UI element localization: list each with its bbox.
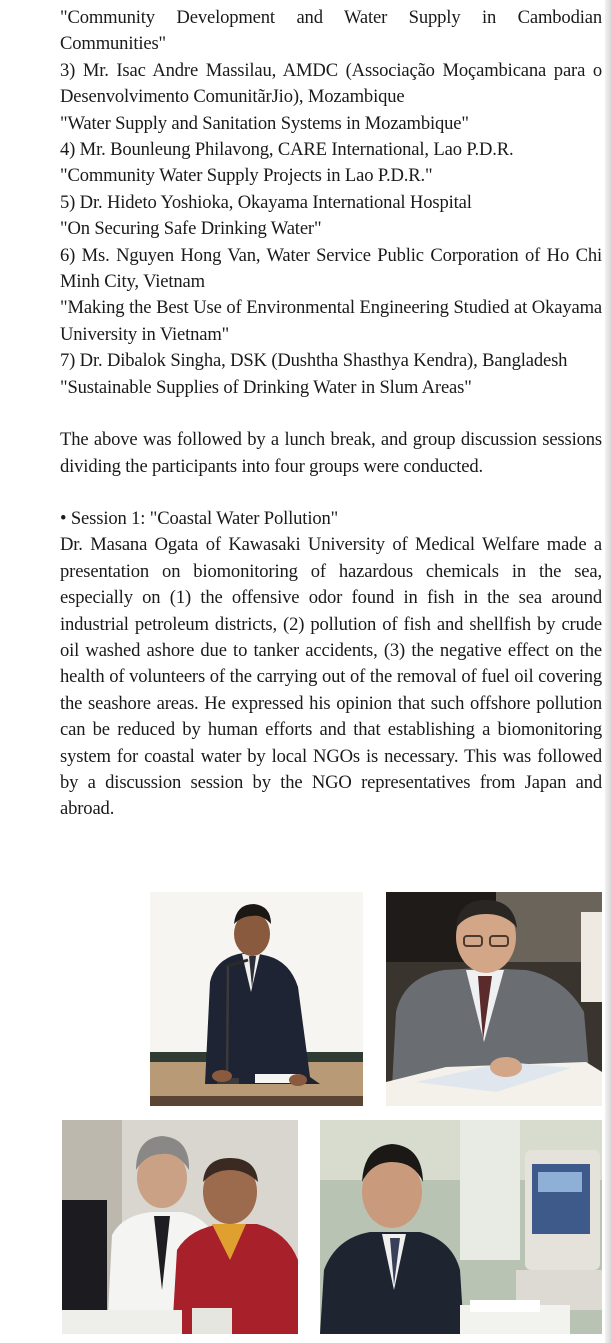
talk-title-3: "Water Supply and Sanitation Systems in Mozambique" (60, 112, 469, 134)
paragraph-gap (60, 401, 602, 427)
photo-man-at-computer (320, 1120, 602, 1334)
photo-two-men-at-table (62, 1120, 298, 1334)
paragraph-gap (60, 480, 602, 506)
photo-speaker-at-podium (150, 892, 363, 1106)
page-edge-shadow (605, 0, 611, 1343)
speaker-4: 4) Mr. Bounleung Philavong, CARE International, Lao P.D.R. (60, 139, 514, 161)
speaker-5: 5) Dr. Hideto Yoshioka, Okayama International Hospital (60, 191, 472, 213)
talk-title-2: "Community Development and Water Supply in Cambodian Communities" (60, 7, 602, 55)
talk-title-5: "On Securing Safe Drinking Water" (60, 218, 322, 240)
article-text (60, 5, 602, 823)
speaker-3: 3) Mr. Isac Andre Massilau, AMDC (Associação Moçambicana para o Desenvolvimento ComunitãrJio), Mozambique (60, 59, 602, 108)
lunch-paragraph: The above was followed by a lunch break, and group discussion sessions dividing the participants into four groups were conducted. (60, 429, 602, 477)
speaker-7: 7) Dr. Dibalok Singha, DSK (Dushtha Shasthya Kendra), Bangladesh (60, 350, 568, 372)
session-heading: • Session 1: "Coastal Water Pollution" (60, 507, 339, 529)
talk-title-4: "Community Water Supply Projects in Lao P.D.R." (60, 165, 433, 187)
session-body: Dr. Masana Ogata of Kawasaki University of Medical Welfare made a presentation on biomonitoring of hazardous chemicals in the sea, especially on (1) the offensive odor found in fish in the sea around industrial petroleum districts, (2) pollution of fish and shellfish by crude oil washed ashore due to tanker accidents, (3) the negative effect on the health of volunteers of the carrying out of the removal of fuel oil covering the seashore areas. He expressed his opinion that such offshore pollution can be reduced by human efforts and that establishing a biomonitoring system for coastal water by local NGOs is necessary. This was followed by a discussion session by the NGO representatives from Japan and abroad. (60, 534, 602, 820)
speaker-6: 6) Ms. Nguyen Hong Van, Water Service Public Corporation of Ho Chi Minh City, Vietnam (60, 244, 602, 293)
talk-title-7: "Sustainable Supplies of Drinking Water in Slum Areas" (60, 376, 472, 398)
talk-title-6: "Making the Best Use of Environmental Engineering Studied at Okayama University in Vietnam" (60, 297, 602, 345)
photo-man-reading-documents (386, 892, 602, 1106)
